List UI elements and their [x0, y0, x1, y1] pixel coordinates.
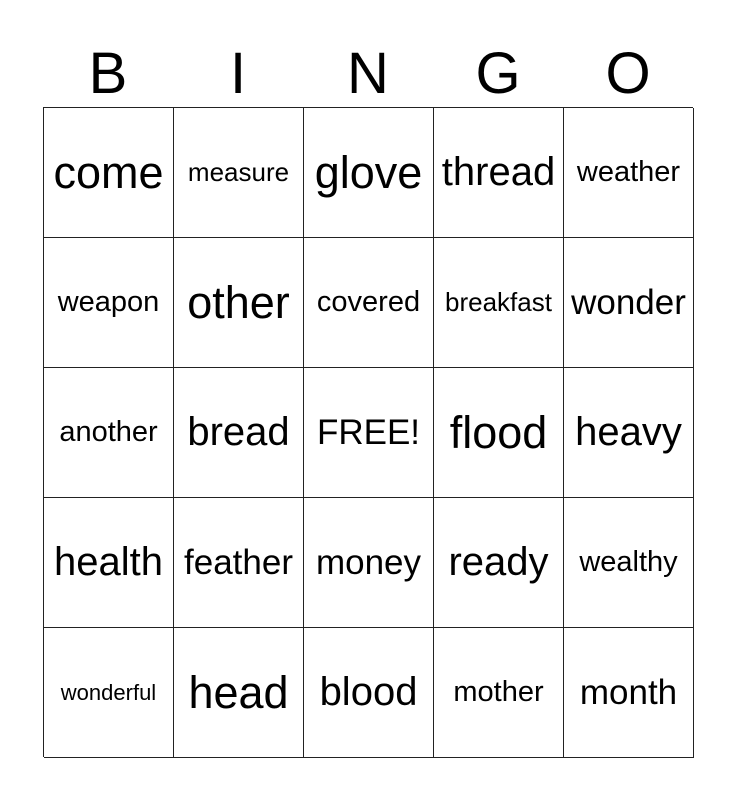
bingo-cell[interactable]: bread — [174, 368, 304, 498]
bingo-cell[interactable]: breakfast — [434, 238, 564, 368]
bingo-cell[interactable]: measure — [174, 108, 304, 238]
bingo-cell[interactable]: come — [44, 108, 174, 238]
bingo-cell[interactable]: feather — [174, 498, 304, 628]
bingo-cell[interactable]: blood — [304, 628, 434, 758]
bingo-board — [43, 107, 693, 757]
bingo-cell[interactable]: month — [564, 628, 694, 758]
bingo-header — [43, 40, 693, 108]
header-letter-o: O — [605, 41, 651, 106]
bingo-cell[interactable]: weather — [564, 108, 694, 238]
bingo-cell[interactable]: weapon — [44, 238, 174, 368]
header-letter-g: G — [475, 41, 521, 106]
bingo-cell[interactable]: mother — [434, 628, 564, 758]
bingo-cell[interactable]: thread — [434, 108, 564, 238]
bingo-cell[interactable]: heavy — [564, 368, 694, 498]
bingo-cell[interactable]: wonder — [564, 238, 694, 368]
header-letter-n: N — [347, 41, 389, 106]
bingo-cell[interactable]: flood — [434, 368, 564, 498]
bingo-cell[interactable]: health — [44, 498, 174, 628]
bingo-cell[interactable]: covered — [304, 238, 434, 368]
bingo-cell[interactable]: money — [304, 498, 434, 628]
bingo-cell[interactable]: wealthy — [564, 498, 694, 628]
free-space[interactable]: FREE! — [304, 368, 434, 498]
bingo-cell[interactable]: another — [44, 368, 174, 498]
header-letter-i: I — [229, 41, 247, 106]
bingo-cell[interactable]: wonderful — [44, 628, 174, 758]
bingo-cell[interactable]: other — [174, 238, 304, 368]
bingo-cell[interactable]: head — [174, 628, 304, 758]
bingo-cell[interactable]: glove — [304, 108, 434, 238]
header-letter-b: B — [88, 41, 128, 106]
bingo-cell[interactable]: ready — [434, 498, 564, 628]
